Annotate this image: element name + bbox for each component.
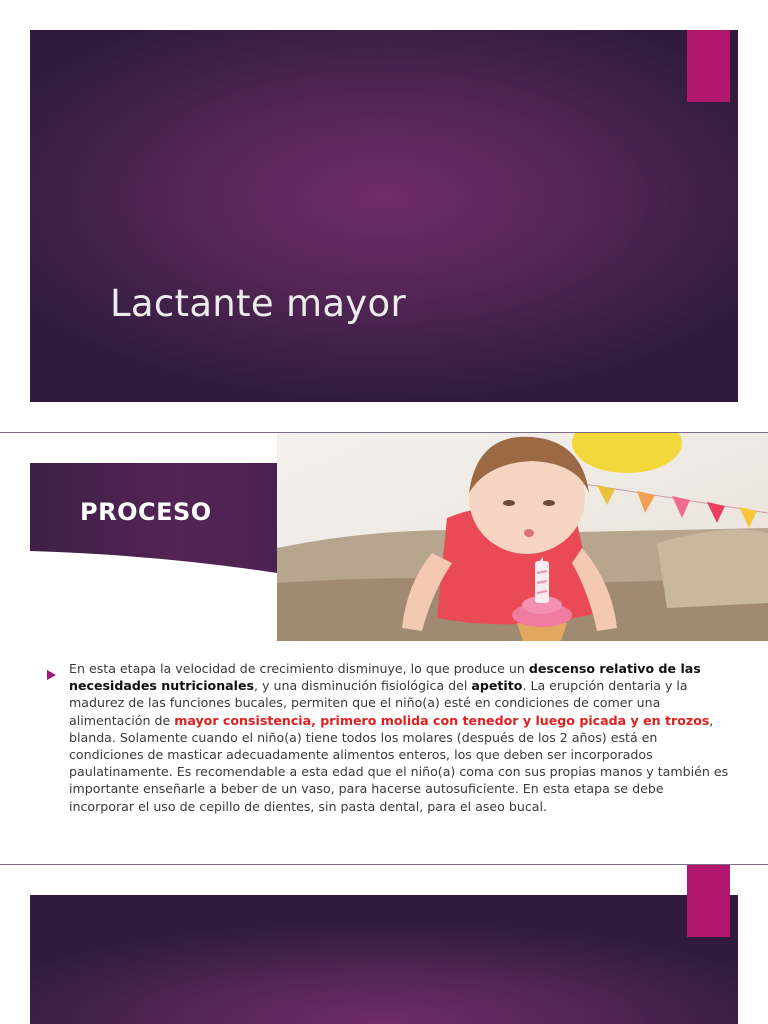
accent-tab [687,865,730,937]
text-run: . La erupción dentaria y la madurez de las funciones bucales, permiten que el niño(a) esté en condiciones de comer una alimentación de [69,678,688,728]
accent-tab [687,30,730,102]
emphasis-bold: descenso relativo de las necesidades nutricionales [69,661,701,694]
baby-birthday-photo [277,433,768,641]
slide-title: Lactante mayor [110,282,406,325]
section-banner [30,463,277,573]
text-run: , y una disminución fisiológica del [254,678,472,694]
text-run: En esta etapa la velocidad de crecimiento disminuye, lo que produce un [69,661,529,676]
emphasis-red: mayor consistencia, primero molida con tenedor y luego picada y en trozos [174,712,710,728]
text-run: , blanda. Solamente cuando el niño(a) tiene todos los molares (después de los 2 años) está en condiciones de masticar adecuadamente alimentos enteros, los que deben ser incorporados paulatinamente. Es recomendable a esta edad que el niño(a) coma con sus propias manos y también es importante enseñarle a beber de un vaso, para hacerse autosuficiente. En esta etapa se debe incorporar el uso de cepillo de dientes, sin pasta dental, para el aseo bucal. [69,712,729,814]
bullet-arrow-icon [47,665,57,684]
section-heading: PROCESO [80,498,212,526]
next-slide [30,895,738,1024]
emphasis-bold: apetito [471,678,523,694]
title-slide [30,30,738,402]
content-slide [0,432,768,865]
body-paragraph [69,660,729,815]
